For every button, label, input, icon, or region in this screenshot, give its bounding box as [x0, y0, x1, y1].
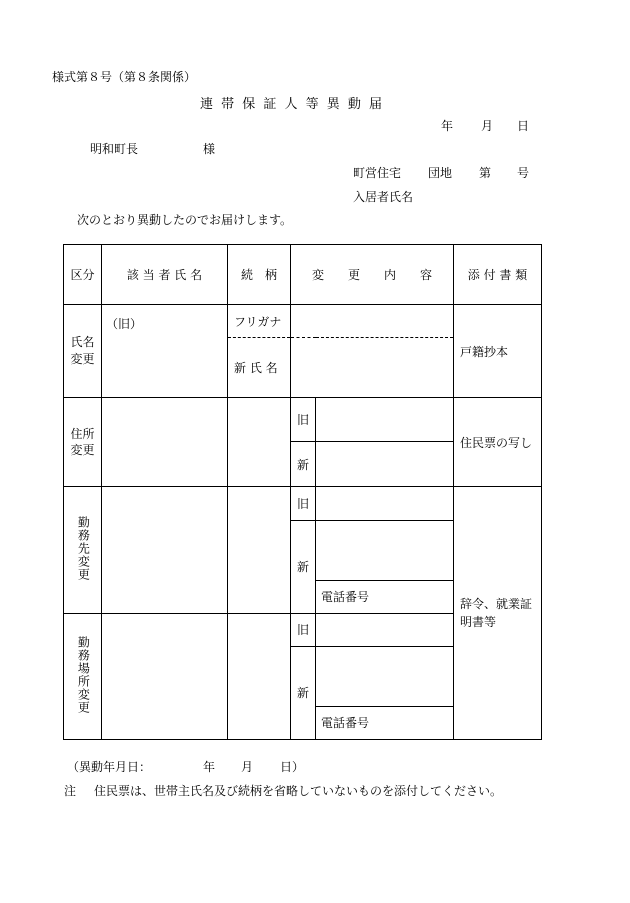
col-header-attachment: 添 付 書 類 [454, 245, 542, 305]
col-header-name: 該 当 者 氏 名 [102, 245, 228, 305]
address-old-label: 旧 [291, 398, 316, 442]
page-title: 連 帯 保 証 人 等 異 動 届 [200, 97, 385, 112]
address-relation-input[interactable] [228, 398, 291, 487]
workplace-person-name-input[interactable] [102, 487, 228, 613]
date-day-label: 日 [517, 119, 530, 133]
new-name-label: 新 氏 名 [228, 338, 291, 398]
worksite-new-input[interactable] [316, 646, 454, 706]
worksite-person-name-input[interactable] [102, 613, 228, 739]
col-header-relation: 続 柄 [228, 245, 291, 305]
housing-dai: 第 [479, 166, 492, 180]
old-name-label: （旧） [106, 317, 143, 332]
addressee-honorific: 様 [203, 142, 216, 156]
worksite-old-input[interactable] [316, 613, 454, 646]
attachment-koseki: 戸籍抄本 [454, 305, 542, 398]
furigana-input[interactable] [291, 305, 454, 338]
note-label: 注 [64, 784, 77, 798]
table-row [64, 305, 542, 338]
address-new-input[interactable] [316, 442, 454, 487]
change-date-label: （異動年月日： [67, 760, 152, 774]
form-number: 様式第８号（第８条関係） [52, 70, 197, 84]
note-text: 住民票は、世帯主氏名及び続柄を省略していないものを添付してください。 [94, 784, 503, 798]
attachment-jirei: 辞令、就業証明書等 [454, 487, 542, 740]
change-date-month: 月 [241, 760, 254, 774]
change-date-year: 年 [203, 760, 216, 774]
workplace-new-label: 新 [291, 520, 316, 613]
worksite-relation-input[interactable] [228, 613, 291, 739]
change-form-table [63, 244, 542, 740]
old-name-cell[interactable] [102, 305, 228, 398]
workplace-phone-label: 電話番号 [316, 580, 454, 613]
worksite-old-label: 旧 [291, 613, 316, 646]
workplace-new-input[interactable] [316, 520, 454, 580]
worksite-phone-label: 電話番号 [316, 706, 454, 739]
attachment-juminhyo: 住民票の写し [454, 398, 542, 487]
address-new-label: 新 [291, 442, 316, 487]
housing-danchi: 団地 [428, 166, 453, 180]
table-header-row [64, 245, 542, 305]
row-label-name-change: 氏名変更 [64, 305, 102, 398]
row-label-workplace-change: 勤務先変更 [64, 487, 102, 613]
workplace-relation-input[interactable] [228, 487, 291, 613]
col-header-change: 変 更 内 容 [291, 245, 454, 305]
change-date-day: 日） [280, 760, 305, 774]
row-label-worksite-change: 勤務場所変更 [64, 613, 102, 739]
housing-go: 号 [517, 166, 530, 180]
intro-text: 次のとおり異動したのでお届けします。 [77, 213, 293, 227]
row-label-address-change: 住所変更 [64, 398, 102, 487]
furigana-label: フリガナ [228, 305, 291, 338]
col-header-category: 区分 [64, 245, 102, 305]
housing-prefix: 町営住宅 [353, 166, 402, 180]
date-month-label: 月 [481, 119, 494, 133]
resident-name-label: 入居者氏名 [353, 190, 414, 204]
table-row [64, 487, 542, 520]
worksite-new-label: 新 [291, 646, 316, 739]
table-row [64, 398, 542, 442]
workplace-old-label: 旧 [291, 487, 316, 520]
workplace-old-input[interactable] [316, 487, 454, 520]
address-person-name-input[interactable] [102, 398, 228, 487]
address-old-input[interactable] [316, 398, 454, 442]
addressee-name: 明和町長 [90, 142, 139, 156]
date-year-label: 年 [441, 119, 454, 133]
new-name-input[interactable] [291, 338, 454, 398]
